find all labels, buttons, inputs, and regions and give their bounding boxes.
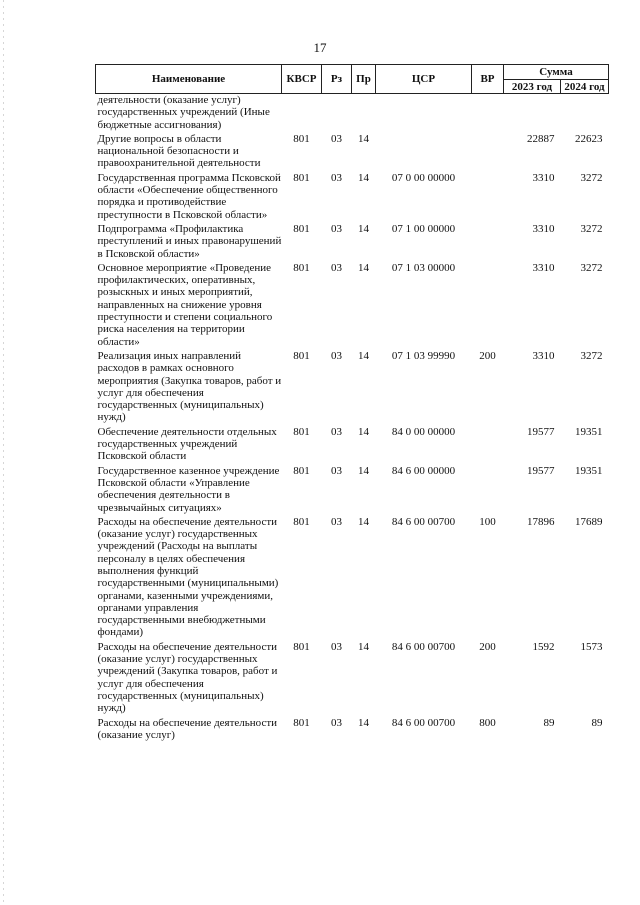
cell-kvsr: 801	[293, 425, 310, 438]
row-name: Расходы на обеспечение деятельности (оказание услуг) государственных учреждений (Расходы на выплаты персоналу в целях обеспечения выполнения функций государственными (муниципальными) органами, казенными учреждениями, органами управления государственными внебюджетными фондами)	[97, 515, 279, 639]
cell-rz: 03	[331, 464, 342, 477]
cell-kvsr: 801	[293, 261, 310, 274]
cell-pr: 14	[358, 716, 369, 729]
cell-pr: 14	[358, 640, 369, 653]
cell-csr: 84 6 00 00000	[391, 464, 456, 477]
cell-rz: 03	[331, 261, 342, 274]
cell-pr: 14	[358, 261, 369, 274]
cell-sum-2024: 1573	[580, 640, 603, 653]
budget-table	[95, 64, 609, 743]
table-row	[96, 262, 609, 350]
cell-csr: 84 6 00 00700	[391, 640, 456, 653]
cell-sum-2023: 89	[543, 716, 555, 729]
page-number: 17	[313, 40, 327, 55]
row-name: Подпрограмма «Профилактика преступлений и иных правонарушений в Псковской области»	[97, 222, 282, 260]
cell-vr	[472, 172, 504, 223]
row-name: деятельности (оказание услуг) государственных учреждений (Иные бюджетные ассигнования)	[97, 94, 270, 131]
cell-kvsr: 801	[293, 464, 310, 477]
row-name: Основное мероприятие «Проведение профилактических, оперативных, розыскных и иных мероприятий, направленных на снижение уровня преступности и степени социального риска населения на территории области»	[97, 261, 273, 348]
cell-pr: 14	[358, 349, 369, 362]
table-row	[96, 94, 609, 133]
table-header	[96, 65, 609, 94]
cell-sum-2024: 17689	[575, 515, 603, 528]
row-name: Реализация иных направлений расходов в рамках основного мероприятия (Закупка товаров, работ и услуг для обеспечения государственных (муниципальных) нужд)	[97, 349, 282, 424]
table-row	[96, 133, 609, 172]
cell-sum-2023: 3310	[532, 171, 555, 184]
cell-vr	[472, 223, 504, 262]
cell-rz: 03	[331, 171, 342, 184]
row-name: Другие вопросы в области национальной безопасности и правоохранительной деятельности	[97, 132, 261, 170]
cell-pr: 14	[358, 425, 369, 438]
header-name: Наименование	[96, 65, 282, 94]
cell-kvsr: 801	[293, 349, 310, 362]
table-row	[96, 717, 609, 744]
cell-vr: 800	[479, 716, 496, 729]
cell-vr: 100	[479, 515, 496, 528]
cell-sum-2024: 3272	[580, 349, 603, 362]
cell-csr	[376, 94, 472, 133]
cell-csr: 07 0 00 00000	[391, 171, 456, 184]
cell-vr	[472, 426, 504, 465]
table-row	[96, 172, 609, 223]
cell-sum-2023: 3310	[532, 261, 555, 274]
cell-sum-2023: 3310	[532, 349, 555, 362]
cell-sum-2023: 3310	[532, 222, 555, 235]
cell-vr: 200	[479, 349, 496, 362]
cell-rz: 03	[331, 425, 342, 438]
cell-kvsr: 801	[293, 716, 310, 729]
row-name: Государственная программа Псковской области «Обеспечение общественного порядка и противодействие преступности в Псковской области»	[97, 171, 281, 221]
scan-edge-line	[3, 0, 4, 905]
header-csr: ЦСР	[376, 65, 472, 94]
cell-pr: 14	[358, 515, 369, 528]
cell-kvsr: 801	[293, 222, 310, 235]
header-kvsr: КВСР	[282, 65, 322, 94]
cell-pr	[352, 94, 376, 133]
cell-kvsr: 801	[293, 171, 310, 184]
cell-rz: 03	[331, 132, 342, 145]
cell-rz: 03	[331, 349, 342, 362]
cell-kvsr	[282, 94, 322, 133]
cell-sum-2024: 19351	[575, 425, 603, 438]
cell-csr: 84 6 00 00700	[391, 515, 456, 528]
cell-pr: 14	[358, 222, 369, 235]
cell-pr: 14	[358, 464, 369, 477]
header-pr: Пр	[352, 65, 376, 94]
cell-sum-2024: 3272	[580, 261, 603, 274]
row-name: Обеспечение деятельности отдельных государственных учреждений Псковской области	[97, 425, 277, 463]
cell-rz: 03	[331, 640, 342, 653]
cell-sum-2023: 19577	[527, 464, 555, 477]
cell-sum-2023	[504, 94, 561, 133]
cell-pr: 14	[358, 171, 369, 184]
table-row	[96, 223, 609, 262]
cell-rz: 03	[331, 515, 342, 528]
cell-sum-2024: 3272	[580, 222, 603, 235]
header-sum: Сумма	[504, 65, 609, 80]
table-row	[96, 465, 609, 516]
cell-sum-2024	[561, 94, 609, 133]
cell-sum-2024: 3272	[580, 171, 603, 184]
cell-csr: 07 1 03 99990	[391, 349, 456, 362]
table-body	[96, 94, 609, 744]
cell-kvsr: 801	[293, 640, 310, 653]
cell-csr: 07 1 00 00000	[391, 222, 456, 235]
cell-sum-2023: 1592	[532, 640, 555, 653]
header-rz: Рз	[322, 65, 352, 94]
cell-kvsr: 801	[293, 515, 310, 528]
cell-csr	[376, 133, 472, 172]
cell-csr: 84 6 00 00700	[391, 716, 456, 729]
header-vr: ВР	[472, 65, 504, 94]
cell-vr	[472, 465, 504, 516]
row-name: Государственное казенное учреждение Псковской области «Управление обеспечения деятельности в чрезвычайных ситуациях»	[97, 464, 280, 514]
table-row	[96, 641, 609, 717]
cell-csr: 84 0 00 00000	[391, 425, 456, 438]
table-row	[96, 350, 609, 426]
row-name: Расходы на обеспечение деятельности (оказание услуг)	[97, 716, 278, 741]
table-row	[96, 426, 609, 465]
cell-csr: 07 1 03 00000	[391, 261, 456, 274]
cell-sum-2024: 22623	[575, 132, 603, 145]
cell-sum-2024: 89	[591, 716, 603, 729]
cell-rz: 03	[331, 716, 342, 729]
cell-sum-2023: 17896	[527, 515, 555, 528]
cell-rz	[322, 94, 352, 133]
cell-sum-2023: 22887	[527, 132, 555, 145]
cell-pr: 14	[358, 132, 369, 145]
cell-vr: 200	[479, 640, 496, 653]
cell-vr	[472, 262, 504, 350]
table-row	[96, 516, 609, 641]
header-year-2024: 2024 год	[561, 80, 609, 94]
header-year-2023: 2023 год	[504, 80, 561, 94]
row-name: Расходы на обеспечение деятельности (оказание услуг) государственных учреждений (Закупка товаров, работ и услуг для обеспечения государственных (муниципальных) нужд)	[97, 640, 278, 715]
cell-kvsr: 801	[293, 132, 310, 145]
cell-sum-2023: 19577	[527, 425, 555, 438]
cell-vr	[472, 94, 504, 133]
cell-sum-2024: 19351	[575, 464, 603, 477]
cell-rz: 03	[331, 222, 342, 235]
cell-vr	[472, 133, 504, 172]
